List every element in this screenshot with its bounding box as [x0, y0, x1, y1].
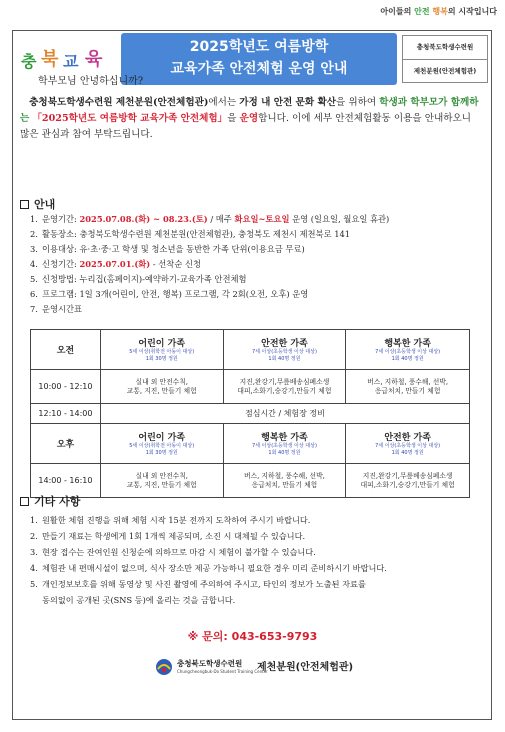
item-number: 5. [30, 274, 38, 284]
note-item [30, 512, 485, 528]
activity-line: 지진,완강기,무릎베송심폐소생 [239, 377, 330, 386]
info-item [30, 287, 485, 302]
section-title-text: 기타 사항 [34, 495, 81, 508]
pm-program-3 [346, 424, 470, 464]
pm-activity-3 [346, 464, 470, 498]
info-item [30, 242, 485, 257]
top-slogan [380, 6, 497, 17]
pm-time: 14:00 - 16:10 [31, 464, 101, 498]
note-item [30, 528, 485, 544]
program-target: 5세 이상(취학전 아동이 대상) [129, 349, 195, 355]
footer-logo [155, 656, 375, 682]
am-activity-1 [100, 370, 223, 404]
item-number: 3. [30, 547, 38, 557]
item-text: 활동장소: 충청북도학생수련원 제천분원(안전체험관), 충청북도 제천시 제천북로 141 [42, 229, 351, 239]
pm-activity-1 [100, 464, 223, 498]
info-item [30, 302, 485, 317]
note-item [30, 560, 485, 576]
slogan-part: 의 시작입니다 [447, 7, 497, 16]
lunch-time: 12:10 - 14:00 [31, 404, 101, 424]
info-item [30, 227, 485, 242]
program-target: 7세 이상(초등학생 이상 대상) [251, 349, 317, 355]
item-text: 2025.07.08.(화) ~ 08.23.(토) [79, 214, 208, 224]
am-program-1 [100, 330, 223, 370]
slogan-part: 행복 [429, 7, 448, 16]
program-name: 어린이 가족 [138, 433, 186, 443]
item-number: 4. [30, 563, 38, 573]
item-text: 운영 (일요일, 월요일 휴관) [289, 214, 390, 224]
item-text: 현장 접수는 잔여인원 신청순에 의하므로 마감 시 체험이 불가할 수 있습니다. [42, 547, 316, 557]
schedule-table [30, 329, 470, 498]
am-time: 10:00 - 12:10 [31, 370, 101, 404]
org-name: 충청북도학생수련원 [416, 43, 474, 51]
program-capacity: 1회 30명 정원 [145, 450, 178, 456]
program-capacity: 1회 30명 정원 [145, 356, 178, 362]
pm-program-1 [100, 424, 223, 464]
info-list [30, 212, 485, 317]
item-text: 프로그램: 1일 3개(어린이, 안전, 행복) 프로그램, 각 2회(오전, 오후) 운영 [42, 289, 309, 299]
item-text: 운영기간: [42, 214, 80, 224]
item-text: 화요일~토요일 [234, 214, 290, 224]
item-number: 1. [30, 515, 38, 525]
intro-paragraph [20, 95, 480, 143]
title-banner [121, 33, 397, 85]
footer-org: 충청북도학생수련원 [177, 659, 243, 668]
program-capacity: 1회 40명 정원 [268, 356, 301, 362]
am-activity-3 [346, 370, 470, 404]
program-target: 7세 이상(초등학생 이상 대상) [375, 349, 441, 355]
info-item [30, 257, 485, 272]
item-number: 3. [30, 244, 38, 254]
activity-line: 응급처치, 만들기 체험 [374, 386, 441, 395]
title-line-2: 교육가족 안전체험 운영 안내 [170, 61, 348, 77]
item-text: 2025.07.01.(화) [79, 259, 151, 269]
info-item [30, 212, 485, 227]
item-text: 동의없이 공개된 곳(SNS 등)에 올리는 것을 금합니다. [42, 595, 236, 605]
activity-line: 버스, 지하철, 풍수해, 선박, [367, 377, 449, 386]
contact-phone: ※ 문의: 043-653-9793 [187, 630, 318, 643]
item-text: 신청기간: [42, 259, 80, 269]
item-text: 운영시간표 [42, 304, 83, 314]
intro-text: 합니다. 이에 세부 안전체험활동 이용을 안내하오니 많은 관심과 참여 부탁드립니다. [20, 113, 472, 140]
branch-name: 제천분원(안전체험관) [403, 59, 487, 82]
notes-list [30, 512, 485, 608]
item-text: 신청방법: 누리집(홈페이지)-예약하기-교육가족 안전체험 [42, 274, 247, 284]
checkbox-icon [20, 497, 29, 506]
pm-program-2 [223, 424, 346, 464]
item-text: 이용대상: 유·초·중·고 학생 및 청소년을 동반한 가족 단위(이용요금 무료) [42, 244, 305, 254]
activity-line: 대피,소화기,승강기,만들기 체험 [237, 386, 332, 395]
org-emblem-icon [155, 658, 173, 676]
item-text: 만들기 재료는 학생에게 1회 1개씩 제공되며, 소진 시 대체될 수 있습니다. [42, 531, 306, 541]
intro-org: 충청북도학생수련원 제천분원(안전체험관) [29, 97, 209, 108]
logo-char: 육 [85, 49, 103, 70]
note-item [30, 592, 485, 608]
footer-org-en: Chungcheongbuk-Do Student Training Center [177, 669, 268, 674]
note-item [30, 576, 485, 592]
program-name: 어린이 가족 [138, 339, 186, 349]
item-number: 2. [30, 531, 38, 541]
activity-line: 지진,완강기,무릎베송심폐소생 [362, 471, 453, 480]
title-line-1: 2025학년도 여름방학 [189, 39, 329, 55]
pm-label: 오후 [31, 424, 101, 464]
activity-line: 교통, 지진, 만들기 체험 [126, 386, 197, 395]
item-number: 1. [30, 214, 38, 224]
activity-line: 버스, 지하철, 풍수해, 선박, [244, 471, 325, 480]
lunch-text: 점심시간 / 체험장 정비 [100, 404, 469, 424]
intro-program-name: 「2025학년도 여름방학 교육가족 안전체험」 [32, 113, 228, 124]
logo-char: 교 [63, 52, 79, 71]
greeting: 학부모님 안녕하십니까? [38, 76, 144, 87]
info-item [30, 272, 485, 287]
program-name: 행복한 가족 [384, 339, 431, 349]
item-text: - 선착순 신청 [150, 259, 202, 269]
pm-activity-2 [223, 464, 346, 498]
am-program-3 [346, 330, 470, 370]
program-capacity: 1회 40명 정원 [391, 450, 424, 456]
section-guide-title [20, 196, 55, 212]
slogan-part: 아이들의 [380, 7, 415, 16]
item-number: 4. [30, 259, 38, 269]
program-name: 안전한 가족 [261, 339, 308, 349]
slogan-part: 안전 [414, 7, 430, 16]
activity-line: 실내 외 안전수칙, [135, 471, 188, 480]
program-capacity: 1회 40명 정원 [391, 356, 424, 362]
intro-emphasis: 가정 내 안전 문화 확산 [239, 97, 337, 108]
org-box [402, 35, 488, 83]
intro-text: 에서는 [208, 97, 240, 108]
program-target: 7세 이상(초등학생 이상 대상) [251, 443, 317, 449]
item-text: / 매주 [207, 214, 235, 224]
section-title-text: 안내 [34, 198, 56, 211]
checkbox-icon [20, 200, 29, 209]
activity-line: 대피,소화기,승강기,만들기 체험 [360, 480, 455, 489]
am-label: 오전 [31, 330, 101, 370]
am-activity-2 [223, 370, 346, 404]
activity-line: 응급처치, 만들기 체험 [251, 480, 318, 489]
activity-line: 교통, 지진, 만들기 체험 [126, 480, 197, 489]
logo-char: 북 [41, 49, 59, 70]
program-target: 5세 이상(취학전 아동이 대상) [129, 443, 195, 449]
item-number: 7. [30, 304, 38, 314]
intro-text: 을 위하여 [336, 97, 380, 108]
activity-line: 실내 외 안전수칙, [135, 377, 188, 386]
intro-green: 학생과 학부모가 함께하는 [20, 97, 479, 124]
item-number: 6. [30, 289, 38, 299]
section-notes-title [20, 493, 80, 509]
program-target: 7세 이상(초등학생 이상 대상) [375, 443, 441, 449]
am-program-2 [223, 330, 346, 370]
program-name: 행복한 가족 [261, 433, 308, 443]
program-capacity: 1회 40명 정원 [268, 450, 301, 456]
item-text: 개인정보보호를 위해 동영상 및 사진 촬영에 주의하여 주시고, 타인의 정보가 노출된 자료를 [42, 579, 366, 589]
item-number: 2. [30, 229, 38, 239]
item-number: 5. [30, 579, 38, 589]
intro-red: 운영 [239, 113, 259, 124]
note-item [30, 544, 485, 560]
item-text: 원활한 체험 진행을 위해 체험 시작 15분 전까지 도착하여 주시기 바랍니다. [42, 515, 311, 525]
intro-text: 을 [227, 113, 240, 124]
logo-char: 충 [21, 52, 37, 71]
item-text: 체험관 내 편매시설이 없으며, 식사 장소만 제공 가능하니 필요한 경우 미리 준비하시기 바랍니다. [42, 563, 387, 573]
program-name: 안전한 가족 [384, 433, 431, 443]
footer-branch: 제천분원(안전체험관) [257, 662, 354, 673]
